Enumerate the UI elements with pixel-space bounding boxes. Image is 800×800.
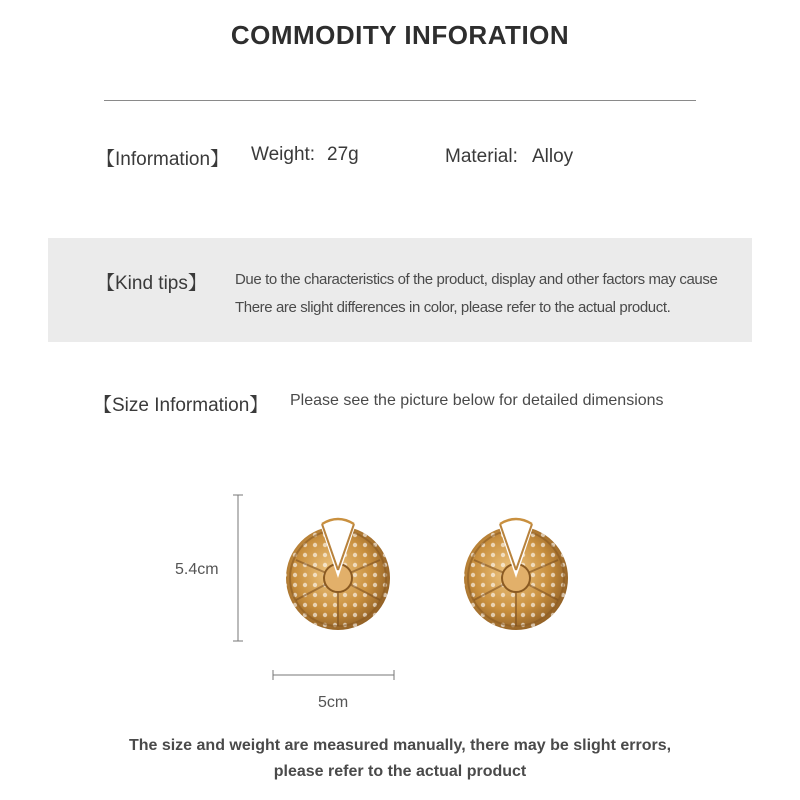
material-label: Material: (445, 146, 518, 167)
footer-line-1: The size and weight are measured manually, there may be slight errors, (128, 737, 672, 754)
weight-label: Weight: (251, 144, 316, 165)
weight-value: 27g (327, 144, 359, 165)
kind-tips-line-2: There are slight differences in color, please refer to the actual product. (235, 299, 671, 316)
size-information-note: Please see the picture below for detailed dimensions (290, 392, 664, 409)
size-information-label: 【Size Information】 (93, 395, 269, 416)
height-dimension-line (230, 494, 246, 642)
earring-left-image (280, 510, 396, 634)
information-label: 【Information】 (96, 149, 230, 170)
title-divider (104, 100, 696, 101)
kind-tips-line-1: Due to the characteristics of the product, display and other factors may cause (235, 271, 718, 288)
kind-tips-label: 【Kind tips】 (96, 273, 207, 294)
height-dimension-label: 5.4cm (175, 561, 219, 578)
page-title: COMMODITY INFORATION (230, 20, 570, 50)
material-value: Alloy (532, 146, 574, 167)
width-dimension-label: 5cm (318, 694, 349, 711)
earring-right-image (458, 510, 574, 634)
footer-line-2: please refer to the actual product (273, 763, 527, 780)
width-dimension-line (272, 668, 396, 682)
